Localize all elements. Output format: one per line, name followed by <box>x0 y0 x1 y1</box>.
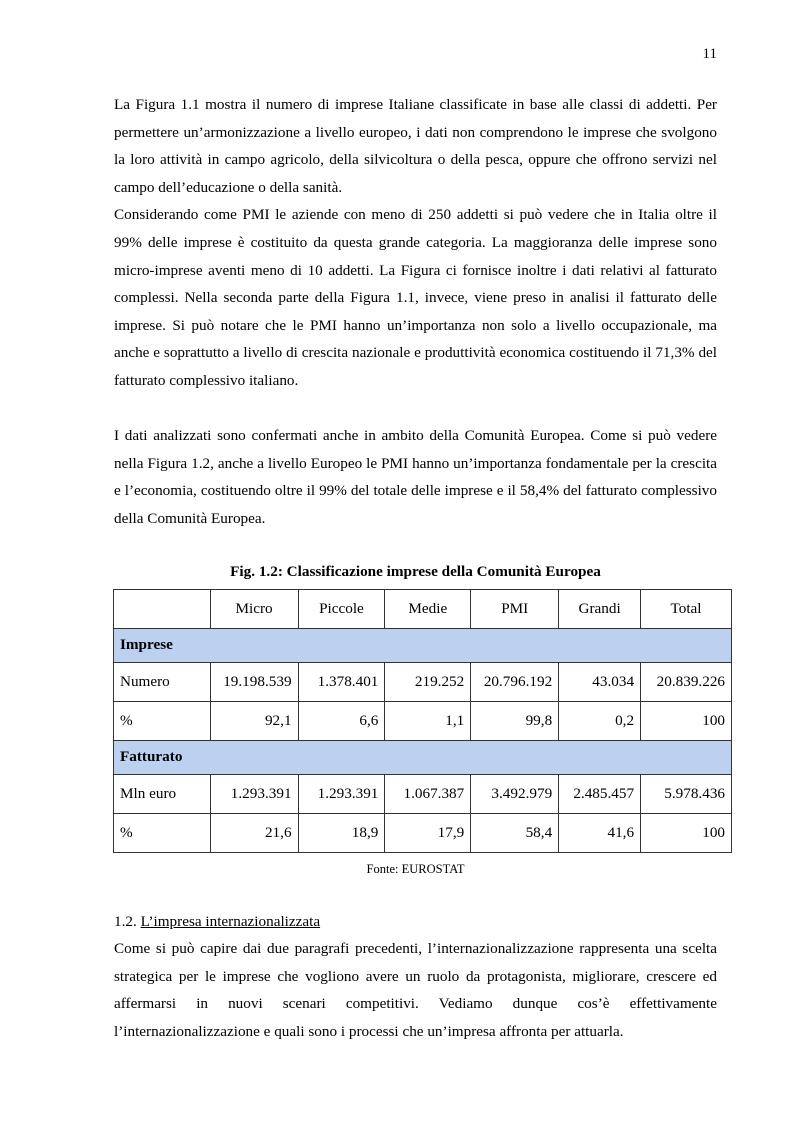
paragraph: Considerando come PMI le aziende con meno di 250 addetti si può vedere che in Italia oltre il 99% delle imprese è costituito da questa grande categoria. La maggioranza delle imprese sono micro-imprese aventi meno di 10 addetti. La Figura ci fornisce inoltre i dati relativi al fatturato complessi. Nella seconda parte della Figura 1.1, invece, viene preso in analisi il fatturato delle imprese. Si può notare che le PMI hanno un’importanza non solo a livello occupazionale, ma anche e soprattutto a livello di crescita nazionale e produttività economica costituendo il 71,3% del fatturato complessivo italiano. <box>114 206 717 389</box>
table-row <box>114 813 732 852</box>
table-cell: 1.293.391 <box>298 774 385 813</box>
column-header <box>114 589 211 628</box>
table-cell: 3.492.979 <box>471 774 559 813</box>
section-heading <box>114 908 717 936</box>
table-cell: 0,2 <box>559 701 641 740</box>
table-cell: 58,4 <box>471 813 559 852</box>
table-cell: 1,1 <box>385 701 471 740</box>
table-cell: 1.067.387 <box>385 774 471 813</box>
column-header: Piccole <box>298 589 385 628</box>
table-cell: 1.378.401 <box>298 662 385 701</box>
column-header: Micro <box>210 589 298 628</box>
table-cell: 41,6 <box>559 813 641 852</box>
section-row-fatturato <box>114 740 732 774</box>
table-cell: 18,9 <box>298 813 385 852</box>
table-cell: 100 <box>641 701 732 740</box>
paragraph: I dati analizzati sono confermati anche in ambito della Comunità Europea. Come si può vedere nella Figura 1.2, anche a livello Europeo le PMI hanno un’importanza fondamentale per la crescita e l’economia, costituendo oltre il 99% del totale delle imprese e il 58,4% del fatturato complessivo della Comunità Europea. <box>114 427 717 527</box>
column-header: Total <box>641 589 732 628</box>
table-row <box>114 701 732 740</box>
table-cell: 2.485.457 <box>559 774 641 813</box>
table-header-row <box>114 589 732 628</box>
section-row-imprese <box>114 628 732 662</box>
table-cell: 21,6 <box>210 813 298 852</box>
paragraph: La Figura 1.1 mostra il numero di imprese Italiane classificate in base alle classi di addetti. Per permettere un’armonizzazione a livello europeo, i dati non comprendono le imprese che svolgono la loro attività in campo agricolo, della silvicoltura o della pesca, oppure che offrono servizi nel campo dell’educazione o della sanità. <box>114 96 717 196</box>
table-row <box>114 662 732 701</box>
table-cell: 20.839.226 <box>641 662 732 701</box>
page-body <box>114 91 725 1045</box>
column-header: Medie <box>385 589 471 628</box>
table-cell: 6,6 <box>298 701 385 740</box>
paragraph: Come si può capire dai due paragrafi precedenti, l’internazionalizzazione rappresenta una scelta strategica per le imprese che vogliono avere un ruolo da protagonista, migliorare, crescere ed affermarsi in nuovi scenari competitivi. Vediamo dunque cos’è effettivamente l’internazionalizzazione e quali sono i processi che un’impresa affronta per attuarla. <box>114 940 717 1040</box>
page-number: 11 <box>702 46 717 62</box>
row-label: Numero <box>114 662 211 701</box>
data-table <box>113 589 732 853</box>
section-label: Fatturato <box>114 740 732 774</box>
row-label: % <box>114 813 211 852</box>
table-cell: 99,8 <box>471 701 559 740</box>
table-cell: 92,1 <box>210 701 298 740</box>
table-cell: 1.293.391 <box>210 774 298 813</box>
row-label: % <box>114 701 211 740</box>
column-header: Grandi <box>559 589 641 628</box>
table-cell: 100 <box>641 813 732 852</box>
section-number: 1.2. <box>114 912 137 930</box>
figure-caption: Fig. 1.2: Classificazione imprese della Comunità Europea <box>230 562 601 580</box>
table-cell: 20.796.192 <box>471 662 559 701</box>
figure-source: Fonte: EUROSTAT <box>366 861 465 876</box>
paragraph-gap <box>114 395 717 423</box>
section-title: L’impresa internazionalizzata <box>140 912 321 930</box>
column-header: PMI <box>471 589 559 628</box>
table-cell: 219.252 <box>385 662 471 701</box>
table-row <box>114 774 732 813</box>
table-cell: 5.978.436 <box>641 774 732 813</box>
table-cell: 19.198.539 <box>210 662 298 701</box>
section-label: Imprese <box>114 628 732 662</box>
row-label: Mln euro <box>114 774 211 813</box>
table-cell: 43.034 <box>559 662 641 701</box>
table-cell: 17,9 <box>385 813 471 852</box>
